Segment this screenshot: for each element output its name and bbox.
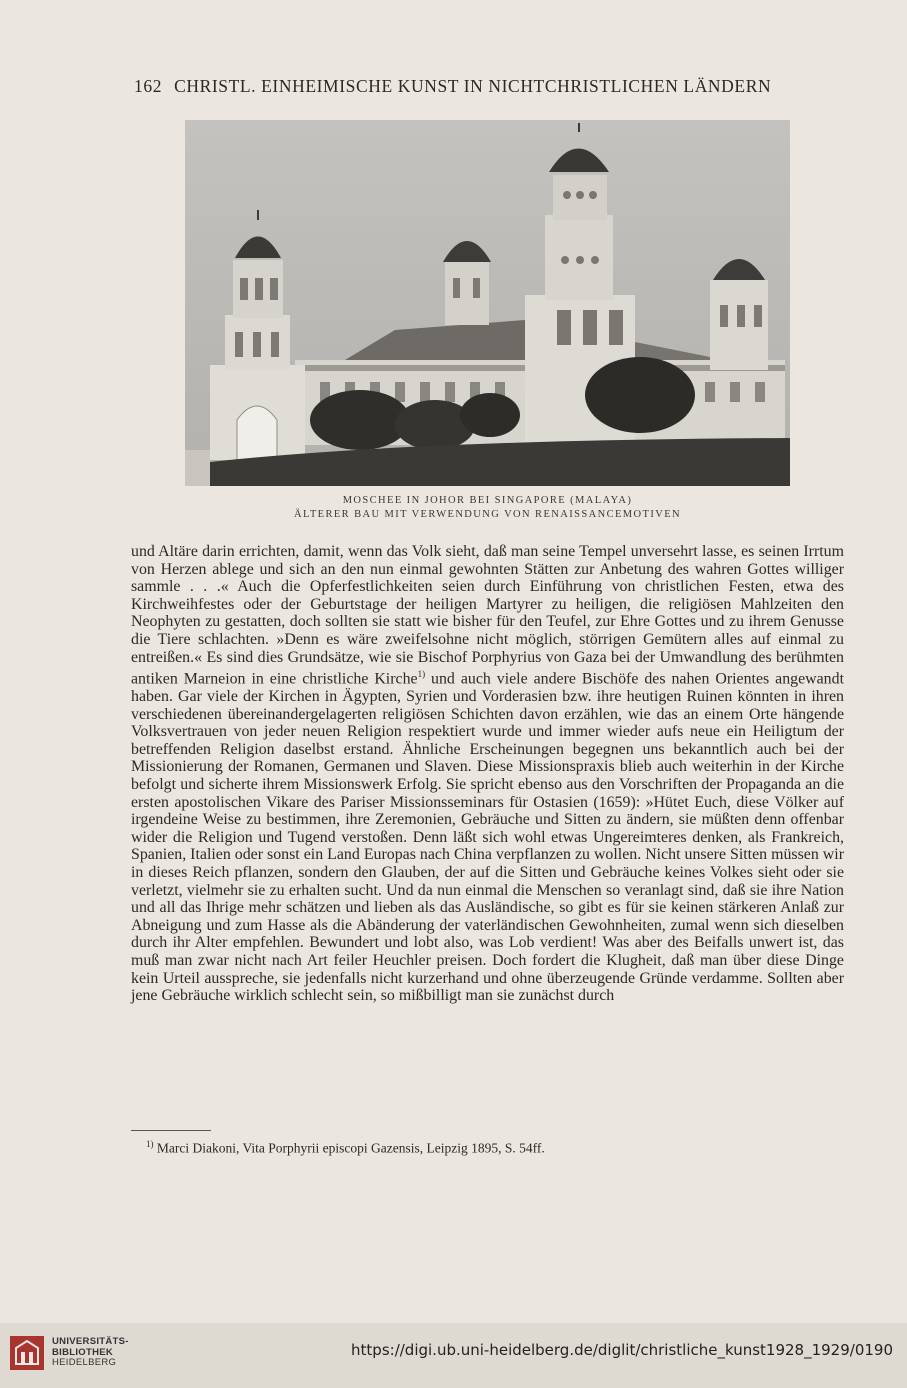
running-header: [134, 76, 846, 97]
footnote-marker[interactable]: 1): [417, 669, 426, 680]
footnote-text: Marci Diakoni, Vita Porphyrii episcopi Gazensis, Leipzig 1895, S. 54ff.: [153, 1140, 545, 1156]
university-seal-icon: [8, 1334, 46, 1372]
body-text-part-2: und auch viele andere Bischöfe des nahen Orientes angewandt haben. Gar viele der Kirchen in Ägypten, Syrien und Vorderasien bzw. ihre heutigen Ruinen könnten in ihren verschiedenen übereinandergelagerten religiösen Schichten davon erzählen, wie das an einem Orte hängende Volksvertrauen von jeder neuen Religion respektiert wurde und immer wieder aufs neue ein Heiligtum der betreffenden Religion daselbst erstand. Ähnliche Erscheinungen begegnen uns bekanntlich auch bei der Missionierung der Romanen, Germanen und Slaven. Diese Missionspraxis blieb auch weiterhin in der Kirche befolgt und sicherte ihrem Missionswerk Erfolg. Sie spricht ebenso aus den Vorschriften der Propaganda an die ersten apostolischen Vikare des Pariser Missionsseminars für Ostasien (1659): »Hütet Euch, diese Völker auf irgendeine Weise zu bestimmen, ihre Zeremonien, Gebräuche und Sitten zu ändern, sie müßten denn offenbar wider die Religion und Tugend verstoßen. Denn läßt sich wohl etwas Ungereimteres denken, als Frankreich, Spanien, Italien oder sonst ein Land Europas nach China verpflanzen zu wollen. Nicht unsere Sitten müssen wir in dieses Reich pflanzen, sondern den Glauben, der auf die Sitten und Gebräuche keines Volkes sieht oder sie verletzt, vielmehr sie zu erhalten sucht. Und da nun einmal die Menschen so veranlagt sind, daß sie ihre Nation und all das Ihrige mehr schätzen und lieben als das Ausländische, so gibt es für sie keinen stärkeren Anlaß zur Abneigung und zum Hasse als die Abänderung der vaterländischen Gewohnheiten, zumal wenn sich dieselben durch ihr Alter empfehlen. Bewundert und lobt also, was Lob verdient! Was aber des Beifalls unwert ist, das muß man zwar nicht nach Art feiler Heuchler preisen. Doch fordert die Klugheit, daß man über diese Dinge kein Urteil ausspreche, sie jedenfalls nicht kurzerhand und ohne überzeugende Gründe verdamme. Sollten aber jene Gebräuche wirklich schlecht sein, so mißbilligt man sie zunächst durch: [131, 670, 844, 1005]
logo-line-2: BIBLIOTHEK: [52, 1346, 114, 1358]
running-title: CHRISTL. EINHEIMISCHE KUNST IN NICHTCHRISTLICHEN LÄNDERN: [174, 76, 772, 96]
body-text: [131, 543, 844, 1005]
footnote: [146, 1139, 545, 1157]
caption-line-1: MOSCHEE IN JOHOR BEI SINGAPORE (MALAYA): [342, 495, 633, 506]
mosque-photo: [185, 120, 790, 486]
page-number: 162: [134, 76, 163, 96]
mosque-illustration: [185, 120, 790, 486]
permalink-url[interactable]: https://digi.ub.uni-heidelberg.de/diglit/christliche_kunst1928_1929/0190: [351, 1341, 893, 1359]
body-text-part-1: und Altäre darin errichten, damit, wenn das Volk sieht, daß man seine Tempel unversehrt lasse, es seinen Irrtum von Herzen ablege und sich an den nun einmal gewohnten Stätten zur Anbetung des wahren Gottes williger sammle . . .« Auch die Opferfestlichkeiten seien durch Einführung von christlichen Festen, etwa des Kirchweihfestes oder der Geburtstage der heiligen Martyrer zu heiligen, die religiösen Mahlzeiten den Neophyten zu gestatten, doch sollten sie statt wie bisher für den Teufel, zur Ehre Gottes und zu ihrem Genusse die Tiere schlachten. »Denn es wäre zweifelsohne nicht möglich, störrigen Gemütern alles auf einmal zu entreißen.« Es sind dies Grundsätze, wie sie Bischof Porphyrius von Gaza bei der Umwandlung des berühmten antiken Marneion in eine christliche Kirche: [131, 543, 844, 688]
logo-line-3: HEIDELBERG: [52, 1357, 117, 1369]
body-paragraph: [131, 543, 844, 1005]
library-logo[interactable]: [8, 1334, 129, 1372]
viewer-footer: [0, 1323, 907, 1388]
caption-line-2: ÄLTERER BAU MIT VERWENDUNG VON RENAISSANCEMOTIVEN: [293, 509, 681, 520]
library-name: [52, 1337, 129, 1369]
footnote-number: 1): [146, 1139, 154, 1149]
footnote-rule: [131, 1130, 211, 1131]
figure-caption: [185, 494, 790, 522]
logo-line-1: UNIVERSITÄTS-: [52, 1336, 129, 1348]
